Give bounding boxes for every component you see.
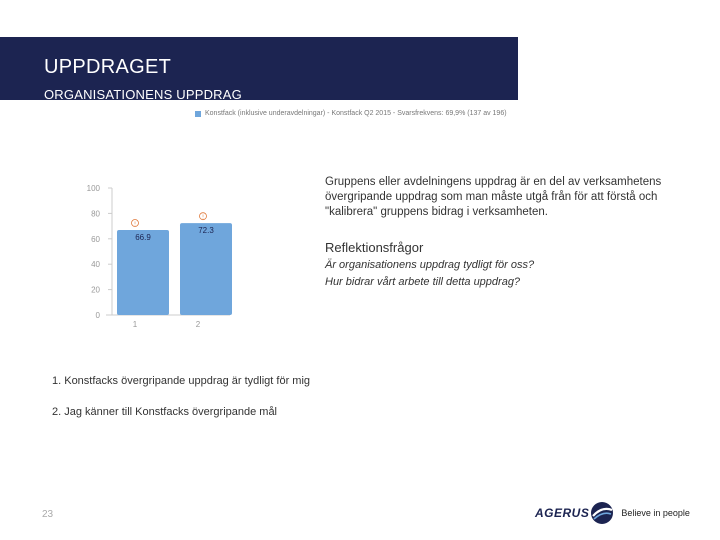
chart-bar [117,230,169,315]
y-tick-label: 100 [86,184,100,193]
bar-value-label: 72.3 [198,226,214,236]
logo-brand: AGERUS [535,506,590,520]
bar-value-label: 66.9 [135,233,151,243]
bar-chart [80,176,240,331]
agerus-logo [535,500,690,526]
legend-swatch [195,111,201,117]
reflection-heading: Reflektionsfrågor [325,240,424,255]
chart-bar [180,223,232,315]
y-tick-label: 20 [91,285,100,295]
logo-tagline: Believe in people [621,508,690,518]
chart-note: 2. Jag känner till Konstfacks övergripande mål [52,406,278,418]
y-tick-label: 0 [95,311,100,320]
chart-legend [195,110,507,117]
logo-globe-icon [589,500,615,526]
x-tick-label: 2 [195,320,201,329]
legend-label: Konstfack (inklusive underavdelningar) - Konstfack Q2 2015 - Svarsfrekvens: 69,9% (137 av 196) [205,110,507,117]
y-tick-label: 40 [91,260,100,270]
chart-note: 1. Konstfacks övergripande uppdrag är tydligt för mig [52,375,311,387]
warning-marker-label: ! [134,221,136,228]
page-title: UPPDRAGET [44,56,172,78]
page-subtitle: ORGANISATIONENS UPPDRAG [44,87,242,102]
y-tick-label: 80 [91,209,100,219]
title-banner [0,37,518,100]
description-text: Gruppens eller avdelningens uppdrag är en del av verksamhetens övergripande uppdrag som man måste utgå från för att förstå och "kalibrera" gruppens bidrag i verksamheten. [325,176,662,218]
reflection-question: Hur bidrar vårt arbete till detta uppdrag? [325,276,521,288]
warning-marker-label: ! [202,214,204,221]
x-tick-label: 1 [132,320,138,329]
page-number: 23 [42,509,54,520]
reflection-question: Är organisationens uppdrag tydligt för oss? [325,259,535,271]
y-tick-label: 60 [91,234,100,244]
